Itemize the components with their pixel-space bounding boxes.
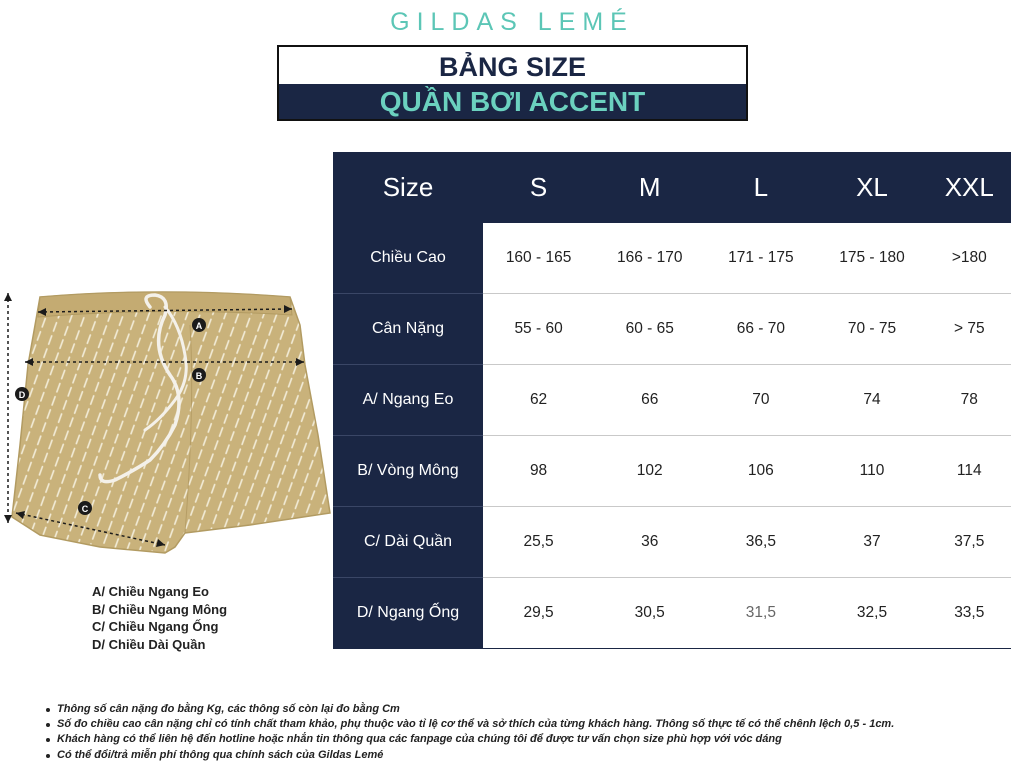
table-cell: 175 - 180 bbox=[816, 223, 927, 294]
shorts-body bbox=[12, 292, 330, 553]
brand-logo: GILDAS LEMÉ bbox=[390, 8, 634, 36]
table-cell: 32,5 bbox=[816, 578, 927, 649]
note-item: Thông số cân nặng đo bằng Kg, các thông số còn lại đo bằng Cm bbox=[46, 702, 894, 717]
table-cell: 30,5 bbox=[594, 578, 705, 649]
header-xl: XL bbox=[816, 152, 927, 223]
note-item: Có thể đổi/trả miễn phí thông qua chính sách của Gildas Lemé bbox=[46, 748, 894, 763]
row-label: A/ Ngang Eo bbox=[333, 365, 483, 436]
table-cell: 62 bbox=[483, 365, 594, 436]
page-title: BẢNG SIZE bbox=[279, 47, 746, 84]
note-item: Số đo chiều cao cân nặng chỉ có tính chất tham khảo, phụ thuộc vào tỉ lệ cơ thể và sở thích của từng khách hàng. Thông số thực tế có thể chênh lệch 0,5 - 1cm. bbox=[46, 717, 894, 732]
product-title: QUẦN BƠI ACCENT bbox=[279, 84, 746, 119]
table-cell: 114 bbox=[928, 436, 1011, 507]
table-cell: 160 - 165 bbox=[483, 223, 594, 294]
legend-item-b: B/ Chiều Ngang Mông bbox=[92, 601, 228, 617]
table-cell: >180 bbox=[928, 223, 1011, 294]
table-cell: 166 - 170 bbox=[594, 223, 705, 294]
table-cell: 36 bbox=[594, 507, 705, 578]
row-label: B/ Vòng Mông bbox=[333, 436, 483, 507]
table-row bbox=[333, 365, 1011, 436]
table-cell: 110 bbox=[816, 436, 927, 507]
row-label: Chiều Cao bbox=[333, 223, 483, 294]
legend-item-a: A/ Chiều Ngang Eo bbox=[92, 584, 209, 599]
table-header-row bbox=[333, 152, 1011, 223]
legend-item-d: D/ Chiều Dài Quần bbox=[92, 636, 206, 652]
header-l: L bbox=[705, 152, 816, 223]
header-size: Size bbox=[333, 152, 483, 223]
size-table bbox=[333, 152, 1011, 649]
table-cell: 60 - 65 bbox=[594, 294, 705, 365]
table-cell: 78 bbox=[928, 365, 1011, 436]
table-cell: > 75 bbox=[928, 294, 1011, 365]
table-cell: 37 bbox=[816, 507, 927, 578]
table-cell: 37,5 bbox=[928, 507, 1011, 578]
table-cell: 106 bbox=[705, 436, 816, 507]
table-cell: 66 bbox=[594, 365, 705, 436]
row-label: D/ Ngang Ống bbox=[333, 578, 483, 649]
svg-text:B: B bbox=[195, 371, 203, 381]
svg-text:D: D bbox=[18, 390, 26, 400]
table-cell: 70 bbox=[705, 365, 816, 436]
header-m: M bbox=[594, 152, 705, 223]
notes-list bbox=[46, 702, 894, 763]
svg-text:A: A bbox=[195, 321, 203, 331]
note-item: Khách hàng có thể liên hệ đến hotline hoặc nhắn tin thông qua các fanpage của chúng tôi để được tư vấn chọn size phù hợp với vóc dáng bbox=[46, 732, 894, 747]
table-cell: 66 - 70 bbox=[705, 294, 816, 365]
table-cell: 55 - 60 bbox=[483, 294, 594, 365]
table-row bbox=[333, 578, 1011, 649]
table-cell: 98 bbox=[483, 436, 594, 507]
header-s: S bbox=[483, 152, 594, 223]
row-label: C/ Dài Quần bbox=[333, 507, 483, 578]
table-cell: 74 bbox=[816, 365, 927, 436]
table-cell: 29,5 bbox=[483, 578, 594, 649]
legend-item-c: C/ Chiều Ngang Ống bbox=[92, 619, 219, 634]
table-row bbox=[333, 436, 1011, 507]
table-row bbox=[333, 223, 1011, 294]
table-cell: 33,5 bbox=[928, 578, 1011, 649]
shorts-illustration bbox=[0, 285, 340, 560]
title-box bbox=[277, 45, 748, 121]
row-label: Cân Nặng bbox=[333, 294, 483, 365]
table-cell: 31,5 bbox=[705, 578, 816, 649]
table-cell: 171 - 175 bbox=[705, 223, 816, 294]
measurement-legend bbox=[92, 583, 227, 653]
header-xxl: XXL bbox=[928, 152, 1011, 223]
table-cell: 25,5 bbox=[483, 507, 594, 578]
table-cell: 70 - 75 bbox=[816, 294, 927, 365]
svg-text:C: C bbox=[81, 504, 89, 514]
table-row bbox=[333, 294, 1011, 365]
table-cell: 102 bbox=[594, 436, 705, 507]
table-cell: 36,5 bbox=[705, 507, 816, 578]
table-row bbox=[333, 507, 1011, 578]
